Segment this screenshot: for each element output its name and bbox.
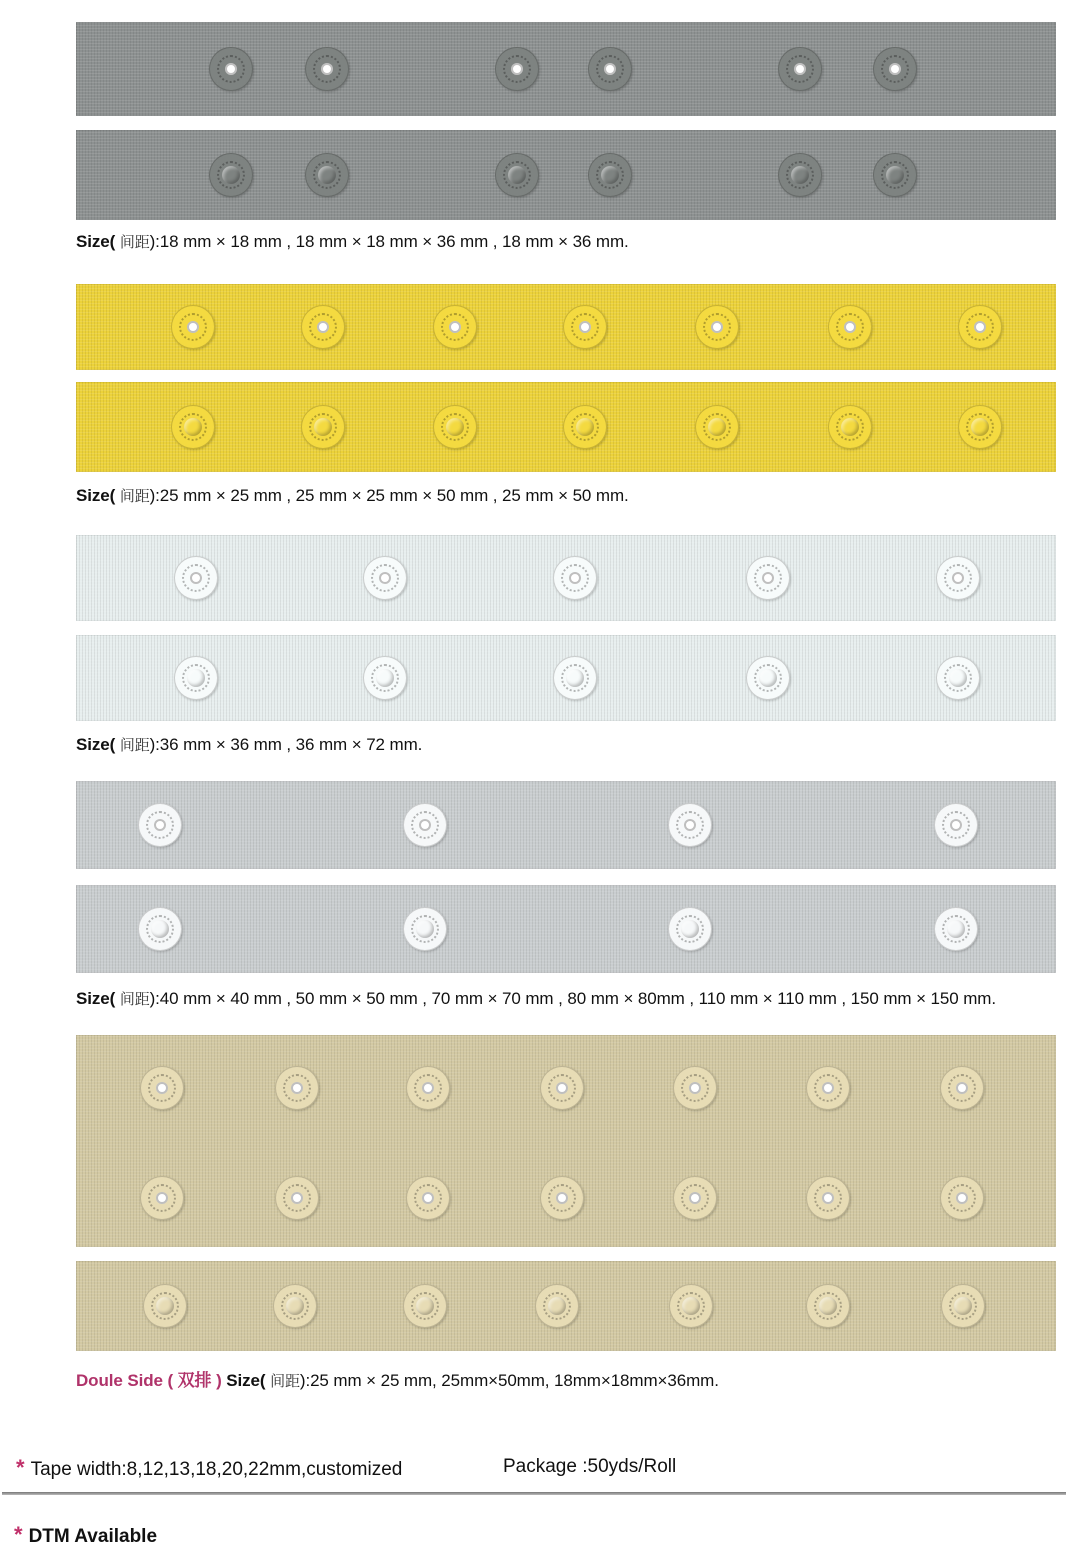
snap-stud-icon	[305, 153, 349, 197]
tape-stud-row	[76, 382, 1056, 472]
size-label: Size(	[226, 1371, 266, 1390]
snap-stud-icon	[936, 656, 980, 700]
snap-stud-icon	[563, 405, 607, 449]
snap-socket-icon	[673, 1066, 717, 1110]
size-caption	[76, 734, 422, 755]
tape-socket-row	[76, 284, 1056, 370]
snap-socket-icon	[174, 556, 218, 600]
snap-stud-icon	[138, 907, 182, 951]
size-caption	[76, 1366, 719, 1391]
snap-stud-icon	[695, 405, 739, 449]
size-caption	[76, 988, 996, 1009]
size-dimensions: ):40 mm × 40 mm , 50 mm × 50 mm , 70 mm × 70 mm , 80 mm × 80mm , 110 mm × 110 mm , 150 mm × 150 mm.	[149, 989, 996, 1008]
snap-socket-icon	[828, 305, 872, 349]
tape-stud-row	[76, 1261, 1056, 1351]
snap-socket-icon	[403, 803, 447, 847]
tape-width-note	[16, 1455, 402, 1481]
dtm-note	[14, 1522, 157, 1548]
snap-socket-icon	[301, 305, 345, 349]
snap-stud-icon	[669, 1284, 713, 1328]
snap-socket-icon	[363, 556, 407, 600]
package-text: Package :50yds/Roll	[503, 1456, 677, 1477]
snap-stud-icon	[668, 907, 712, 951]
snap-stud-icon	[143, 1284, 187, 1328]
tape-stud-row	[76, 130, 1056, 220]
tape-width-text: Tape width:8,12,13,18,20,22mm,customized	[30, 1459, 403, 1480]
snap-socket-icon	[140, 1066, 184, 1110]
package-note	[503, 1456, 676, 1478]
snap-socket-icon	[540, 1176, 584, 1220]
snap-socket-icon	[588, 47, 632, 91]
snap-stud-icon	[403, 907, 447, 951]
spacing-label-cn: 间距	[119, 233, 150, 251]
tape-socket-row	[76, 535, 1056, 621]
size-caption	[76, 485, 629, 506]
snap-stud-icon	[746, 656, 790, 700]
tape-stud-row	[76, 635, 1056, 721]
snap-socket-icon	[171, 305, 215, 349]
snap-socket-icon	[275, 1176, 319, 1220]
asterisk-icon: *	[14, 1522, 23, 1547]
snap-socket-icon	[275, 1066, 319, 1110]
size-dimensions: ):18 mm × 18 mm , 18 mm × 18 mm × 36 mm , 18 mm × 36 mm.	[149, 232, 629, 251]
snap-socket-icon	[806, 1176, 850, 1220]
snap-socket-icon	[553, 556, 597, 600]
footer-divider	[2, 1492, 1066, 1495]
snap-socket-icon	[406, 1066, 450, 1110]
tape-stud-row	[76, 885, 1056, 973]
snap-socket-icon	[940, 1066, 984, 1110]
snap-socket-icon	[936, 556, 980, 600]
size-label: Size(	[76, 232, 116, 251]
snap-stud-icon	[553, 656, 597, 700]
snap-socket-icon	[940, 1176, 984, 1220]
size-dimensions: ):36 mm × 36 mm , 36 mm × 72 mm.	[149, 735, 423, 754]
snap-stud-icon	[806, 1284, 850, 1328]
snap-socket-icon	[305, 47, 349, 91]
double-side-label: Doule Side ( 双排 )	[76, 1371, 222, 1390]
spacing-label-cn: 间距	[119, 990, 150, 1008]
snap-socket-icon	[138, 803, 182, 847]
snap-socket-icon	[495, 47, 539, 91]
size-label: Size(	[76, 735, 116, 754]
size-dimensions: ):25 mm × 25 mm, 25mm×50mm, 18mm×18mm×36mm.	[299, 1371, 719, 1390]
size-dimensions: ):25 mm × 25 mm , 25 mm × 25 mm × 50 mm , 25 mm × 50 mm.	[149, 486, 629, 505]
spacing-label-cn: 间距	[119, 487, 150, 505]
snap-socket-icon	[540, 1066, 584, 1110]
snap-stud-icon	[828, 405, 872, 449]
spacing-label-cn: 间距	[270, 1372, 300, 1390]
snap-stud-icon	[778, 153, 822, 197]
tape-socket-row	[76, 781, 1056, 869]
snap-socket-icon	[958, 305, 1002, 349]
snap-stud-icon	[273, 1284, 317, 1328]
snap-socket-icon	[934, 803, 978, 847]
snap-stud-icon	[209, 153, 253, 197]
snap-socket-icon	[406, 1176, 450, 1220]
snap-socket-icon	[433, 305, 477, 349]
size-label: Size(	[76, 486, 116, 505]
snap-socket-icon	[668, 803, 712, 847]
tape-socket-row	[76, 22, 1056, 116]
asterisk-icon: *	[16, 1455, 25, 1480]
spacing-label-cn: 间距	[119, 736, 150, 754]
snap-socket-icon	[563, 305, 607, 349]
snap-socket-icon	[673, 1176, 717, 1220]
snap-socket-icon	[209, 47, 253, 91]
snap-socket-icon	[140, 1176, 184, 1220]
snap-stud-icon	[403, 1284, 447, 1328]
snap-socket-icon	[873, 47, 917, 91]
snap-stud-icon	[495, 153, 539, 197]
snap-stud-icon	[958, 405, 1002, 449]
snap-socket-icon	[778, 47, 822, 91]
size-caption	[76, 231, 629, 252]
snap-stud-icon	[433, 405, 477, 449]
snap-stud-icon	[588, 153, 632, 197]
snap-stud-icon	[941, 1284, 985, 1328]
size-label: Size(	[76, 989, 116, 1008]
snap-stud-icon	[535, 1284, 579, 1328]
snap-stud-icon	[301, 405, 345, 449]
dtm-text: DTM Available	[28, 1526, 158, 1547]
snap-stud-icon	[171, 405, 215, 449]
snap-stud-icon	[174, 656, 218, 700]
snap-stud-icon	[873, 153, 917, 197]
snap-socket-icon	[746, 556, 790, 600]
snap-socket-icon	[806, 1066, 850, 1110]
snap-stud-icon	[934, 907, 978, 951]
snap-socket-icon	[695, 305, 739, 349]
tape-double-socket-row	[76, 1035, 1056, 1247]
snap-stud-icon	[363, 656, 407, 700]
